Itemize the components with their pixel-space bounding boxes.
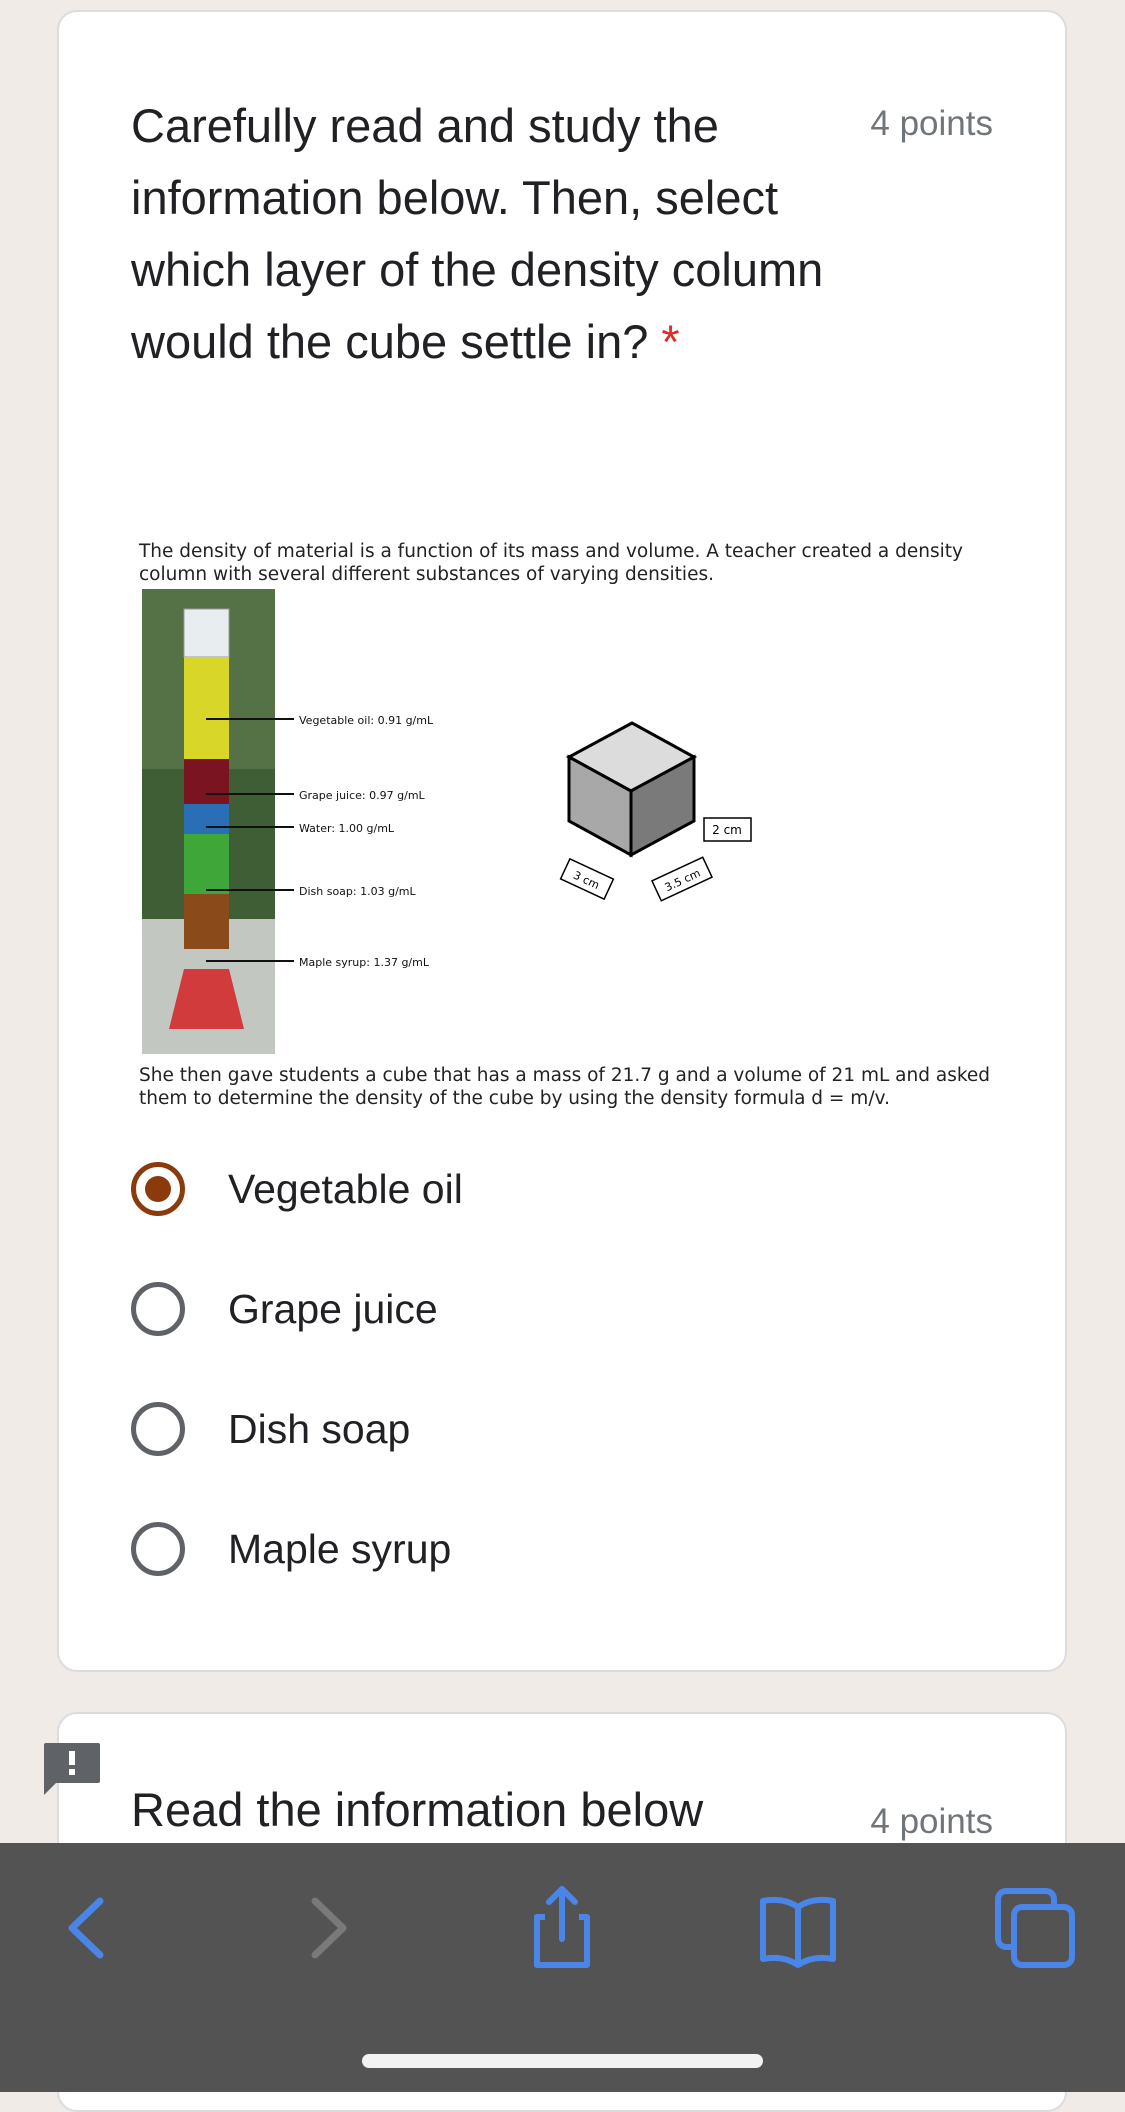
cube-width-label: 3 cm <box>571 868 602 893</box>
radio-unselected[interactable] <box>131 1402 185 1456</box>
radio-unselected[interactable] <box>131 1522 185 1576</box>
label-maple-syrup: Maple syrup: 1.37 g/mL <box>299 956 429 969</box>
label-water: Water: 1.00 g/mL <box>299 822 395 835</box>
browser-toolbar <box>0 1843 1125 2092</box>
option-label: Dish soap <box>228 1406 411 1452</box>
cube-diagram <box>561 723 751 901</box>
question-card <box>57 10 1067 1672</box>
layer-water <box>184 804 229 834</box>
points-label: 4 points <box>870 104 993 143</box>
question-title <box>131 90 831 378</box>
bookmarks-icon[interactable] <box>753 1883 843 1973</box>
cube-height-label: 2 cm <box>712 823 742 837</box>
feedback-icon[interactable] <box>42 1741 102 1795</box>
home-indicator <box>362 2054 763 2068</box>
density-column-diagram <box>139 589 999 1069</box>
option-label: Maple syrup <box>228 1526 452 1572</box>
layer-maple-syrup <box>184 894 229 949</box>
figure-outro-text: She then gave students a cube that has a mass of 21.7 g and a volume of 21 mL and asked them to determine the density of the cube by using the density formula d = m/v. <box>139 1065 991 1109</box>
tabs-icon[interactable] <box>990 1883 1080 1973</box>
radio-dot <box>145 1176 171 1202</box>
back-icon[interactable] <box>42 1883 132 1973</box>
density-figure <box>139 527 999 1117</box>
option-grape-juice[interactable] <box>131 1272 731 1352</box>
cube-depth-label: 3.5 cm <box>662 866 703 895</box>
label-grape-juice: Grape juice: 0.97 g/mL <box>299 789 425 802</box>
option-vegetable-oil[interactable] <box>131 1152 731 1232</box>
forward-icon[interactable] <box>283 1883 373 1973</box>
layer-grape-juice <box>184 759 229 804</box>
radio-unselected[interactable] <box>131 1282 185 1336</box>
share-icon[interactable] <box>517 1883 607 1973</box>
layer-vegetable-oil <box>184 657 229 759</box>
option-dish-soap[interactable] <box>131 1392 731 1472</box>
option-label: Grape juice <box>228 1286 438 1332</box>
question-text: Carefully read and study the information below. Then, select which layer of the density column would the cube settle in? <box>131 99 824 368</box>
figure-intro-text: The density of material is a function of its mass and volume. A teacher created a density column with several different substances of varying densities. <box>139 541 963 585</box>
radio-selected[interactable] <box>131 1162 185 1216</box>
layer-dish-soap <box>184 834 229 894</box>
label-dish-soap: Dish soap: 1.03 g/mL <box>299 885 416 898</box>
required-asterisk: * <box>661 315 680 368</box>
label-vegetable-oil: Vegetable oil: 0.91 g/mL <box>299 714 434 727</box>
option-maple-syrup[interactable] <box>131 1512 731 1592</box>
question-title-2: Read the information below <box>131 1783 704 1836</box>
points-label-2: 4 points <box>870 1802 993 1841</box>
option-label: Vegetable oil <box>228 1166 463 1212</box>
